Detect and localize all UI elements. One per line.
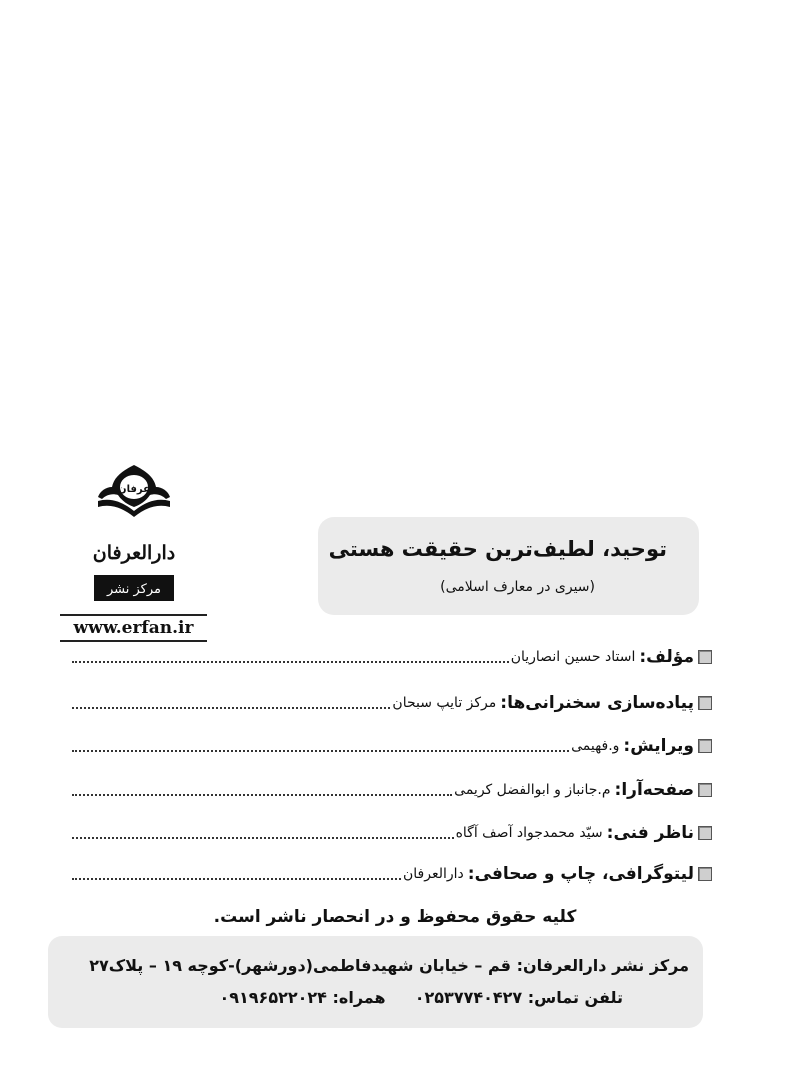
credit-value: استاد حسین انصاریان: [510, 649, 636, 665]
credit-row-layout: [72, 775, 712, 805]
checkbox-icon: [698, 826, 712, 840]
publisher-logo: [92, 463, 176, 603]
credit-label: پیاده‌سازی سخنرانی‌ها:: [500, 693, 694, 713]
checkbox-icon: [698, 783, 712, 797]
credit-label: مؤلف:: [639, 647, 694, 667]
publisher-logo-emblem-icon: [92, 463, 176, 603]
dotted-leader: [72, 827, 454, 839]
dotted-leader: [72, 740, 569, 752]
website-url: www.erfan.ir: [60, 614, 207, 642]
checkbox-icon: [698, 867, 712, 881]
credit-label: ویرایش:: [623, 736, 694, 756]
mobile-number: ۰۹۱۹۶۵۲۲۰۲۴: [219, 988, 327, 1007]
dotted-leader: [72, 651, 509, 663]
contact-box: [48, 936, 703, 1028]
checkbox-icon: [698, 696, 712, 710]
credit-row-technical: [72, 818, 712, 848]
credit-row-transcription: [72, 688, 712, 718]
credit-value: م.جانباز و ابوالفضل کریمی: [454, 782, 611, 798]
phone-line: [219, 988, 623, 1007]
credit-row-printing: [72, 859, 712, 889]
title-box: [318, 517, 699, 615]
checkbox-icon: [698, 650, 712, 664]
book-title: توحید، لطیف‌ترین حقیقت هستی: [328, 537, 667, 561]
publisher-address: مرکز نشر دارالعرفان: قم – خیابان شهیدفاطمی(دورشهر)-کوچه ۱۹ – پلاک۲۷: [89, 956, 689, 975]
credit-value: و.فهیمی: [571, 738, 620, 754]
credit-value: مرکز تایپ سبحان: [392, 695, 497, 711]
credit-value: دارالعرفان: [403, 866, 464, 882]
dotted-leader: [72, 697, 390, 709]
credit-label: لیتوگرافی، چاپ و صحافی:: [467, 864, 694, 884]
phone-label: تلفن تماس:: [527, 988, 623, 1007]
logo-sub-text: مرکز نشر: [106, 582, 162, 597]
dotted-leader: [72, 784, 452, 796]
phone-number: ۰۲۵۳۷۷۴۰۴۲۷: [414, 988, 523, 1007]
logo-emblem-text: عرفان: [118, 484, 150, 495]
logo-calligraphy: دارالعرفان: [92, 542, 176, 564]
dotted-leader: [72, 868, 401, 880]
credit-label: ناظر فنی:: [606, 823, 694, 843]
credit-label: صفحه‌آرا:: [614, 780, 694, 800]
checkbox-icon: [698, 739, 712, 753]
copyright-notice: کلیه حقوق محفوظ و در انحصار ناشر است.: [213, 907, 577, 927]
mobile-label: همراه:: [332, 988, 386, 1007]
credit-value: سیّد محمدجواد آصف آگاه: [455, 825, 603, 841]
credit-row-author: [72, 642, 712, 672]
credit-row-editor: [72, 731, 712, 761]
book-subtitle: (سیری در معارف اسلامی): [440, 579, 595, 595]
